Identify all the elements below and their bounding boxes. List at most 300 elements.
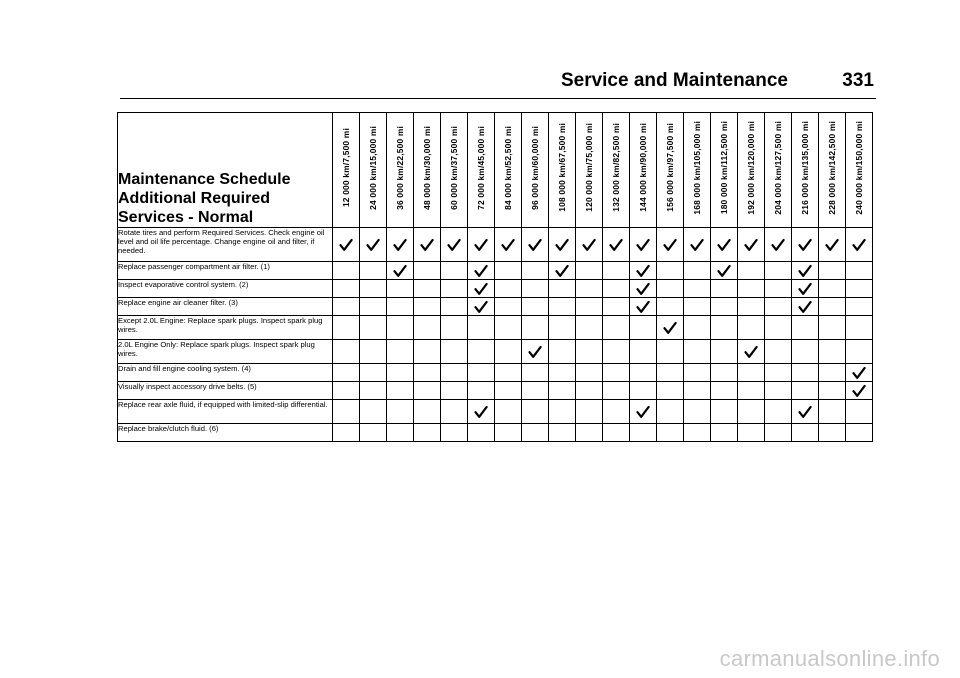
- interval-cell: [711, 262, 738, 280]
- service-description: Replace brake/clutch fluid. (6): [118, 424, 333, 442]
- interval-cell: [333, 262, 360, 280]
- interval-cell: [576, 298, 603, 316]
- interval-cell: [387, 424, 414, 442]
- table-row: [118, 340, 873, 364]
- interval-cell: [657, 340, 684, 364]
- interval-header: [738, 113, 765, 228]
- checkmark-icon: [636, 264, 650, 278]
- interval-cell: [549, 424, 576, 442]
- interval-cell: [684, 316, 711, 340]
- interval-cell: [792, 340, 819, 364]
- interval-cell: [576, 316, 603, 340]
- interval-cell: [630, 340, 657, 364]
- interval-cell: [522, 280, 549, 298]
- interval-cell: [360, 340, 387, 364]
- checkmark-icon: [717, 238, 731, 252]
- header-row: [118, 113, 873, 228]
- interval-label: 228 000 km/142,500 mi: [827, 120, 837, 215]
- interval-cell: [819, 340, 846, 364]
- page-header: [120, 64, 876, 99]
- interval-cell: [522, 424, 549, 442]
- interval-cell: [549, 298, 576, 316]
- service-description: Replace engine air cleaner filter. (3): [118, 298, 333, 316]
- interval-cell: [333, 400, 360, 424]
- schedule-body: [118, 228, 873, 442]
- interval-label: 60 000 km/37,500 mi: [449, 125, 459, 210]
- checkmark-icon: [474, 300, 488, 314]
- interval-cell: [576, 262, 603, 280]
- interval-cell: [738, 424, 765, 442]
- interval-cell: [846, 364, 873, 382]
- interval-cell: [387, 316, 414, 340]
- interval-cell: [468, 280, 495, 298]
- interval-header: [387, 113, 414, 228]
- interval-label: 144 000 km/90,000 mi: [638, 123, 648, 212]
- interval-cell: [684, 228, 711, 262]
- checkmark-icon: [528, 345, 542, 359]
- checkmark-icon: [339, 238, 353, 252]
- interval-cell: [684, 400, 711, 424]
- interval-cell: [576, 364, 603, 382]
- interval-cell: [333, 316, 360, 340]
- interval-cell: [765, 228, 792, 262]
- interval-cell: [846, 400, 873, 424]
- interval-cell: [846, 228, 873, 262]
- interval-cell: [387, 400, 414, 424]
- interval-header: [441, 113, 468, 228]
- interval-cell: [738, 316, 765, 340]
- interval-header: [630, 113, 657, 228]
- checkmark-icon: [528, 238, 542, 252]
- checkmark-icon: [798, 282, 812, 296]
- interval-label: 120 000 km/75,000 mi: [584, 123, 594, 212]
- interval-header: [792, 113, 819, 228]
- interval-cell: [576, 340, 603, 364]
- interval-cell: [603, 298, 630, 316]
- interval-header: [414, 113, 441, 228]
- interval-label: 168 000 km/105,000 mi: [692, 120, 702, 215]
- interval-cell: [360, 280, 387, 298]
- interval-cell: [630, 316, 657, 340]
- interval-cell: [657, 262, 684, 280]
- interval-label: 240 000 km/150,000 mi: [854, 120, 864, 215]
- interval-label: 108 000 km/67,500 mi: [557, 123, 567, 212]
- interval-cell: [522, 316, 549, 340]
- interval-cell: [846, 298, 873, 316]
- interval-cell: [495, 280, 522, 298]
- interval-cell: [387, 340, 414, 364]
- interval-cell: [657, 400, 684, 424]
- interval-header: [711, 113, 738, 228]
- checkmark-icon: [636, 300, 650, 314]
- interval-header: [657, 113, 684, 228]
- interval-cell: [684, 424, 711, 442]
- interval-cell: [630, 280, 657, 298]
- interval-cell: [630, 400, 657, 424]
- interval-cell: [414, 298, 441, 316]
- interval-cell: [333, 424, 360, 442]
- interval-cell: [414, 400, 441, 424]
- checkmark-icon: [852, 366, 866, 380]
- interval-cell: [603, 280, 630, 298]
- interval-cell: [549, 262, 576, 280]
- interval-cell: [333, 364, 360, 382]
- interval-header: [495, 113, 522, 228]
- interval-cell: [792, 228, 819, 262]
- table-row: [118, 298, 873, 316]
- interval-cell: [549, 400, 576, 424]
- interval-cell: [846, 424, 873, 442]
- interval-cell: [711, 424, 738, 442]
- interval-cell: [495, 298, 522, 316]
- service-description: Rotate tires and perform Required Services. Check engine oil level and oil life percentage. Change engine oil and filter, if needed.: [118, 228, 333, 262]
- checkmark-icon: [474, 238, 488, 252]
- interval-cell: [387, 382, 414, 400]
- interval-cell: [603, 424, 630, 442]
- interval-cell: [819, 280, 846, 298]
- interval-cell: [414, 280, 441, 298]
- table-row: [118, 400, 873, 424]
- interval-cell: [684, 298, 711, 316]
- interval-cell: [603, 262, 630, 280]
- service-description: Drain and fill engine cooling system. (4): [118, 364, 333, 382]
- interval-cell: [765, 382, 792, 400]
- interval-cell: [630, 382, 657, 400]
- checkmark-icon: [555, 264, 569, 278]
- checkmark-icon: [447, 238, 461, 252]
- interval-cell: [765, 424, 792, 442]
- interval-cell: [468, 262, 495, 280]
- interval-cell: [684, 382, 711, 400]
- checkmark-icon: [744, 345, 758, 359]
- interval-cell: [576, 424, 603, 442]
- service-description: Inspect evaporative control system. (2): [118, 280, 333, 298]
- checkmark-icon: [474, 264, 488, 278]
- interval-cell: [738, 382, 765, 400]
- checkmark-icon: [690, 238, 704, 252]
- interval-cell: [441, 280, 468, 298]
- interval-label: 24 000 km/15,000 mi: [368, 125, 378, 210]
- interval-cell: [468, 382, 495, 400]
- interval-cell: [792, 382, 819, 400]
- interval-cell: [360, 364, 387, 382]
- interval-cell: [711, 382, 738, 400]
- interval-cell: [441, 298, 468, 316]
- watermark: carmanualsonline.info: [719, 646, 940, 671]
- interval-cell: [684, 340, 711, 364]
- service-description: Replace passenger compartment air filter. (1): [118, 262, 333, 280]
- interval-cell: [711, 280, 738, 298]
- interval-cell: [549, 364, 576, 382]
- interval-header: [819, 113, 846, 228]
- interval-label: 84 000 km/52,500 mi: [503, 125, 513, 210]
- interval-cell: [468, 228, 495, 262]
- interval-cell: [630, 424, 657, 442]
- interval-cell: [495, 424, 522, 442]
- interval-cell: [819, 228, 846, 262]
- service-description: Except 2.0L Engine: Replace spark plugs. Inspect spark plug wires.: [118, 316, 333, 340]
- interval-cell: [549, 228, 576, 262]
- checkmark-icon: [636, 238, 650, 252]
- page-number: 331: [842, 70, 874, 91]
- table-title-line: Maintenance Schedule: [118, 171, 291, 188]
- interval-label: 96 000 km/60,000 mi: [530, 125, 540, 210]
- interval-cell: [387, 298, 414, 316]
- interval-cell: [846, 262, 873, 280]
- interval-cell: [765, 364, 792, 382]
- interval-label: 12 000 km/7,500 mi: [341, 127, 351, 208]
- table-title-line: Additional Required: [118, 190, 270, 207]
- checkmark-icon: [636, 405, 650, 419]
- interval-cell: [522, 262, 549, 280]
- checkmark-icon: [663, 238, 677, 252]
- interval-cell: [657, 424, 684, 442]
- interval-cell: [549, 340, 576, 364]
- interval-cell: [387, 262, 414, 280]
- checkmark-icon: [582, 238, 596, 252]
- checkmark-icon: [420, 238, 434, 252]
- interval-header: [522, 113, 549, 228]
- interval-cell: [657, 382, 684, 400]
- interval-cell: [441, 316, 468, 340]
- interval-header: [846, 113, 873, 228]
- interval-cell: [441, 364, 468, 382]
- interval-cell: [549, 382, 576, 400]
- interval-cell: [333, 228, 360, 262]
- interval-cell: [819, 400, 846, 424]
- checkmark-icon: [825, 238, 839, 252]
- interval-cell: [495, 382, 522, 400]
- interval-cell: [711, 340, 738, 364]
- interval-cell: [549, 280, 576, 298]
- interval-cell: [522, 382, 549, 400]
- table-row: [118, 316, 873, 340]
- interval-cell: [657, 364, 684, 382]
- interval-cell: [522, 228, 549, 262]
- interval-cell: [792, 280, 819, 298]
- table-title-line: Services - Normal: [118, 209, 254, 226]
- interval-cell: [495, 228, 522, 262]
- interval-cell: [414, 316, 441, 340]
- table-row: [118, 382, 873, 400]
- interval-cell: [441, 228, 468, 262]
- table-row: [118, 364, 873, 382]
- interval-cell: [738, 298, 765, 316]
- interval-cell: [441, 340, 468, 364]
- interval-cell: [522, 340, 549, 364]
- checkmark-icon: [663, 321, 677, 335]
- interval-label: 72 000 km/45,000 mi: [476, 125, 486, 210]
- interval-cell: [441, 382, 468, 400]
- checkmark-icon: [798, 264, 812, 278]
- interval-header: [360, 113, 387, 228]
- interval-cell: [360, 400, 387, 424]
- interval-cell: [360, 382, 387, 400]
- interval-cell: [630, 298, 657, 316]
- checkmark-icon: [474, 282, 488, 296]
- table-title: [118, 113, 333, 228]
- checkmark-icon: [771, 238, 785, 252]
- interval-header: [765, 113, 792, 228]
- interval-cell: [819, 316, 846, 340]
- interval-cell: [360, 228, 387, 262]
- interval-cell: [684, 280, 711, 298]
- interval-cell: [765, 316, 792, 340]
- interval-cell: [765, 340, 792, 364]
- checkmark-icon: [798, 238, 812, 252]
- interval-header: [333, 113, 360, 228]
- service-description: Replace rear axle fluid, if equipped with limited-slip differential.: [118, 400, 333, 424]
- interval-cell: [684, 262, 711, 280]
- checkmark-icon: [798, 300, 812, 314]
- interval-cell: [657, 280, 684, 298]
- checkmark-icon: [501, 238, 515, 252]
- checkmark-icon: [798, 405, 812, 419]
- interval-cell: [576, 382, 603, 400]
- interval-cell: [468, 340, 495, 364]
- interval-cell: [657, 298, 684, 316]
- interval-cell: [522, 400, 549, 424]
- interval-cell: [738, 340, 765, 364]
- maintenance-schedule-table: [117, 112, 873, 442]
- checkmark-icon: [717, 264, 731, 278]
- interval-cell: [333, 298, 360, 316]
- interval-cell: [738, 228, 765, 262]
- interval-cell: [846, 280, 873, 298]
- interval-label: 192 000 km/120,000 mi: [746, 120, 756, 215]
- interval-cell: [630, 262, 657, 280]
- interval-cell: [738, 400, 765, 424]
- interval-cell: [441, 424, 468, 442]
- checkmark-icon: [609, 238, 623, 252]
- interval-cell: [657, 316, 684, 340]
- interval-cell: [414, 424, 441, 442]
- table-row: [118, 424, 873, 442]
- section-title: Service and Maintenance: [560, 70, 788, 91]
- interval-cell: [792, 400, 819, 424]
- interval-cell: [819, 364, 846, 382]
- interval-header: [549, 113, 576, 228]
- interval-cell: [333, 280, 360, 298]
- interval-cell: [522, 298, 549, 316]
- interval-cell: [711, 400, 738, 424]
- interval-cell: [711, 298, 738, 316]
- checkmark-icon: [393, 264, 407, 278]
- interval-cell: [765, 262, 792, 280]
- service-description: 2.0L Engine Only: Replace spark plugs. Inspect spark plug wires.: [118, 340, 333, 364]
- interval-cell: [792, 298, 819, 316]
- checkmark-icon: [555, 238, 569, 252]
- interval-cell: [441, 400, 468, 424]
- checkmark-icon: [636, 282, 650, 296]
- interval-cell: [792, 316, 819, 340]
- interval-cell: [522, 364, 549, 382]
- interval-cell: [333, 382, 360, 400]
- interval-cell: [765, 280, 792, 298]
- interval-label: 216 000 km/135,000 mi: [800, 120, 810, 215]
- interval-cell: [387, 228, 414, 262]
- interval-cell: [792, 424, 819, 442]
- interval-label: 132 000 km/82,500 mi: [611, 123, 621, 212]
- checkmark-icon: [744, 238, 758, 252]
- interval-cell: [711, 228, 738, 262]
- interval-cell: [630, 228, 657, 262]
- interval-cell: [333, 340, 360, 364]
- interval-cell: [468, 364, 495, 382]
- interval-cell: [468, 424, 495, 442]
- interval-cell: [414, 382, 441, 400]
- table-row: [118, 262, 873, 280]
- interval-cell: [846, 316, 873, 340]
- interval-header: [576, 113, 603, 228]
- table-row: [118, 280, 873, 298]
- interval-cell: [603, 364, 630, 382]
- interval-cell: [738, 364, 765, 382]
- interval-cell: [630, 364, 657, 382]
- interval-cell: [576, 400, 603, 424]
- checkmark-icon: [852, 238, 866, 252]
- interval-cell: [495, 340, 522, 364]
- interval-cell: [684, 364, 711, 382]
- interval-cell: [495, 262, 522, 280]
- interval-cell: [603, 400, 630, 424]
- checkmark-icon: [393, 238, 407, 252]
- service-description: Visually inspect accessory drive belts. (5): [118, 382, 333, 400]
- interval-cell: [360, 424, 387, 442]
- interval-cell: [819, 298, 846, 316]
- table-row: [118, 228, 873, 262]
- interval-cell: [495, 316, 522, 340]
- interval-cell: [387, 280, 414, 298]
- interval-label: 48 000 km/30,000 mi: [422, 125, 432, 210]
- interval-cell: [603, 316, 630, 340]
- interval-header: [684, 113, 711, 228]
- interval-cell: [441, 262, 468, 280]
- interval-label: 36 000 km/22,500 mi: [395, 125, 405, 210]
- interval-cell: [711, 364, 738, 382]
- interval-cell: [603, 382, 630, 400]
- interval-cell: [414, 340, 441, 364]
- interval-cell: [819, 424, 846, 442]
- interval-label: 204 000 km/127,500 mi: [773, 120, 783, 215]
- interval-cell: [819, 262, 846, 280]
- interval-cell: [468, 298, 495, 316]
- interval-cell: [792, 364, 819, 382]
- interval-cell: [657, 228, 684, 262]
- interval-cell: [738, 280, 765, 298]
- interval-cell: [549, 316, 576, 340]
- interval-cell: [738, 262, 765, 280]
- interval-cell: [414, 262, 441, 280]
- interval-cell: [576, 280, 603, 298]
- interval-header: [603, 113, 630, 228]
- interval-cell: [711, 316, 738, 340]
- interval-cell: [819, 382, 846, 400]
- interval-cell: [387, 364, 414, 382]
- checkmark-icon: [852, 384, 866, 398]
- interval-cell: [603, 340, 630, 364]
- interval-cell: [765, 298, 792, 316]
- interval-cell: [765, 400, 792, 424]
- checkmark-icon: [474, 405, 488, 419]
- interval-cell: [846, 340, 873, 364]
- interval-label: 180 000 km/112,500 mi: [719, 120, 729, 215]
- interval-cell: [414, 364, 441, 382]
- interval-cell: [603, 228, 630, 262]
- interval-cell: [468, 400, 495, 424]
- interval-cell: [792, 262, 819, 280]
- interval-cell: [360, 316, 387, 340]
